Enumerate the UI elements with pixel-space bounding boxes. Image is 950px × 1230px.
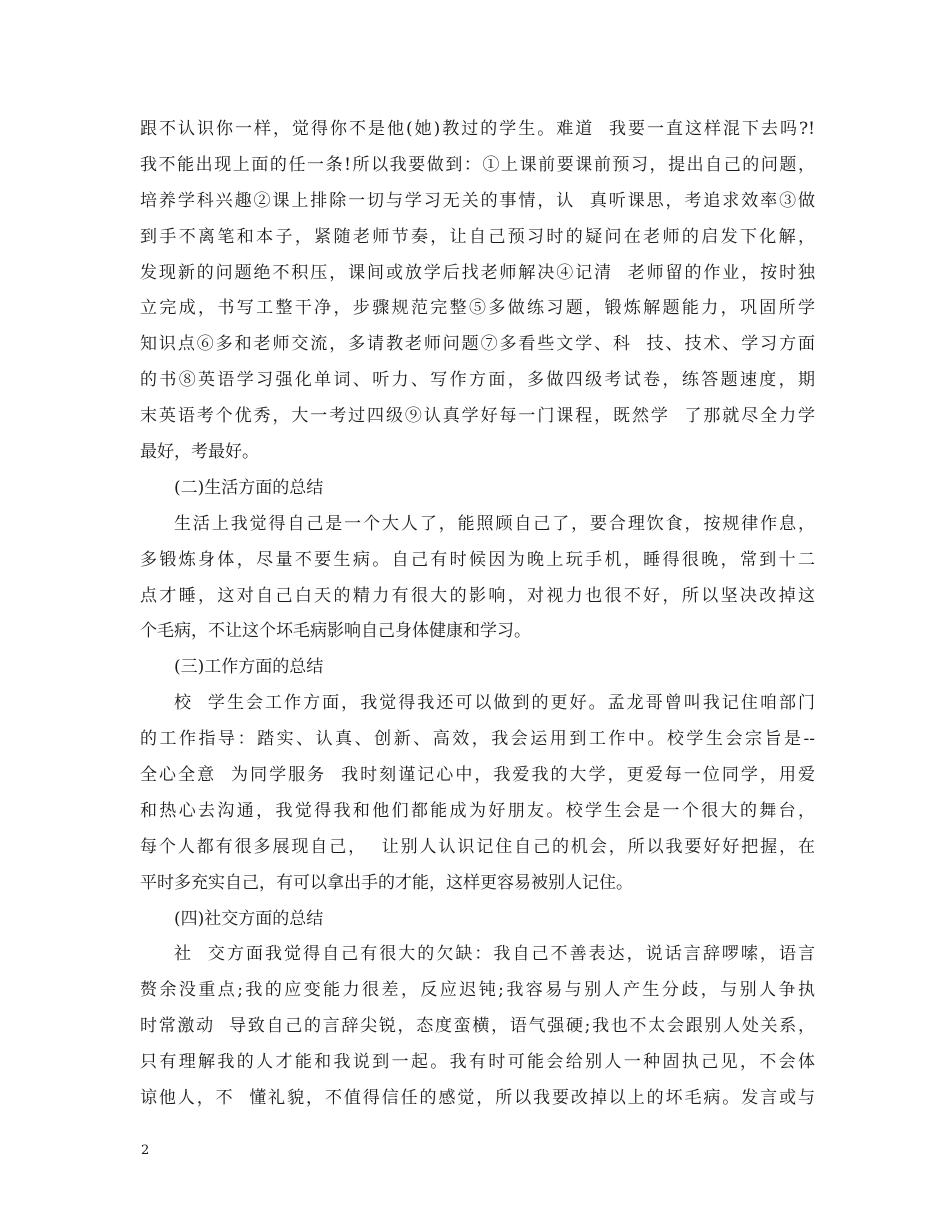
text-line: 知识点⑥多和老师交流，多请教老师问题⑦多看些文学、科 技、技术、学习方面 bbox=[140, 334, 815, 355]
text-line: 末英语考个优秀，大一考过四级⑨认真学好每一门课程，既然学 了那就尽全力学 bbox=[140, 406, 815, 427]
paragraph-life bbox=[140, 507, 815, 651]
text-line: 点才睡，这对自己白天的精力有很大的影响，对视力也很不好，所以坚决改掉这 bbox=[140, 585, 815, 606]
text-line: 赘余没重点;我的应变能力很差，反应迟钝;我容易与别人产生分歧，与别人争执 bbox=[140, 980, 815, 1001]
text-line: 立完成，书写工整干净，步骤规范完整⑤多做练习题，锻炼解题能力，巩固所学 bbox=[140, 298, 815, 319]
text-line: 到手不离笔和本子，紧随老师节奏，让自己预习时的疑问在老师的启发下化解， bbox=[140, 226, 815, 247]
text-line: 社 交方面我觉得自己有很大的欠缺：我自己不善表达，说话言辞啰嗦，语言 bbox=[174, 944, 815, 965]
text-line: 平时多充实自己，有可以拿出手的才能，这样更容易被别人记住。 bbox=[140, 872, 633, 893]
section-heading-life: (二)生活方面的总结 bbox=[174, 477, 324, 498]
text-line: 多锻炼身体，尽量不要生病。自己有时候因为晚上玩手机，睡得很晚，常到十二 bbox=[140, 549, 815, 570]
text-line: 校 学生会工作方面，我觉得我还可以做到的更好。孟龙哥曾叫我记住咱部门 bbox=[174, 693, 815, 714]
section-heading-social: (四)社交方面的总结 bbox=[174, 908, 324, 929]
text-line: 跟不认识你一样，觉得你不是他(她)教过的学生。难道 我要一直这样混下去吗?! bbox=[140, 119, 815, 139]
text-line: 每个人都有很多展现自己， 让别人认识记住自己的机会，所以我要好好把握，在 bbox=[140, 836, 815, 857]
text-line: 我不能出现上面的任一条!所以我要做到：①上课前要课前预习，提出自己的问题， bbox=[140, 154, 815, 175]
text-line: 最好，考最好。 bbox=[140, 442, 259, 463]
text-line: 培养学科兴趣②课上排除一切与学习无关的事情，认 真听课思，考追求效率③做 bbox=[140, 190, 815, 211]
text-line: 和热心去沟通，我觉得我和他们都能成为好朋友。校学生会是一个很大的舞台， bbox=[140, 800, 815, 821]
paragraph-study-plan bbox=[140, 112, 815, 471]
page-number: 2 bbox=[141, 1143, 150, 1158]
text-line: 的工作指导：踏实、认真、创新、高效，我会运用到工作中。校学生会宗旨是-- bbox=[140, 729, 815, 750]
text-line: 只有理解我的人才能和我说到一起。我有时可能会给别人一种固执己见，不会体 bbox=[140, 1052, 815, 1073]
paragraph-social bbox=[140, 937, 815, 1116]
text-line: 的书⑧英语学习强化单词、听力、写作方面，多做四级考试卷，练答题速度，期 bbox=[140, 370, 815, 391]
text-line: 发现新的问题绝不积压，课间或放学后找老师解决④记清 老师留的作业，按时独 bbox=[140, 262, 815, 283]
text-line: 谅他人，不 懂礼貌，不值得信任的感觉，所以我要改掉以上的坏毛病。发言或与 bbox=[140, 1088, 815, 1109]
section-heading-work: (三)工作方面的总结 bbox=[174, 657, 324, 678]
text-line: 个毛病，不让这个坏毛病影响自己身体健康和学习。 bbox=[140, 621, 531, 642]
text-line: 生活上我觉得自己是一个大人了，能照顾自己了，要合理饮食，按规律作息， bbox=[174, 513, 815, 534]
text-line: 全心全意 为同学服务 我时刻谨记心中，我爱我的大学，更爱每一位同学，用爱 bbox=[140, 765, 815, 786]
text-line: 时常激动 导致自己的言辞尖锐，态度蛮横，语气强硬;我也不太会跟别人处关系， bbox=[140, 1016, 815, 1037]
document-body bbox=[140, 112, 815, 1117]
paragraph-work bbox=[140, 686, 815, 901]
